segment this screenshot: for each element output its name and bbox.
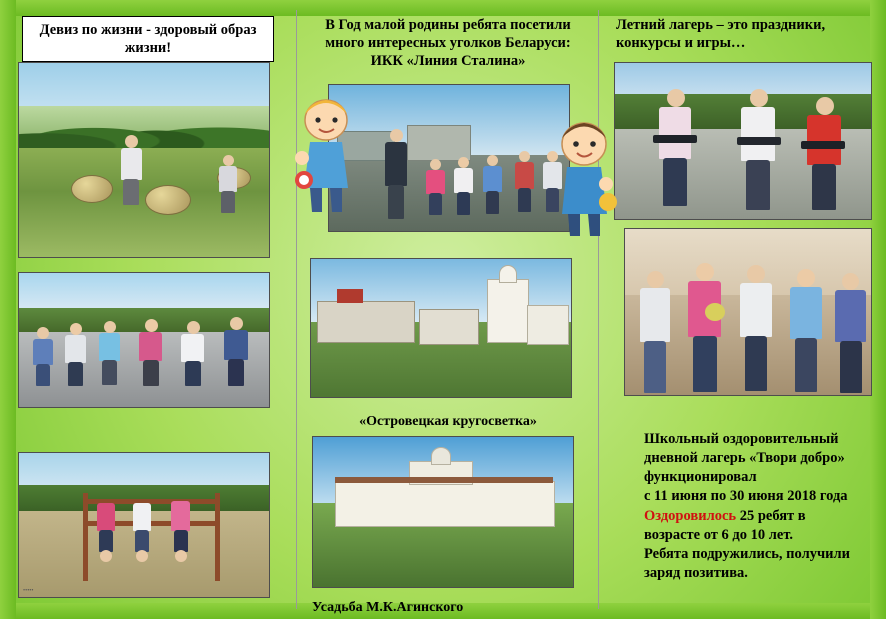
manor-dome xyxy=(431,447,451,465)
cartoon-boy-right-icon xyxy=(548,118,620,240)
child-hanging xyxy=(93,503,119,565)
child-with-bouquet xyxy=(683,263,727,395)
bar-post xyxy=(83,493,88,581)
text-line-7: Ребята подружились, получили xyxy=(644,545,850,562)
photo-laser-tag-game xyxy=(614,62,872,220)
child-with-laser-gun xyxy=(653,89,697,213)
child-with-laser-gun xyxy=(801,97,847,217)
middle-caption-manor: Усадьба М.К.Агинского xyxy=(312,600,464,615)
highlight-ozdorovilos: Оздоровилось xyxy=(644,507,737,524)
column-divider-2 xyxy=(598,10,599,609)
text-line-4: с 11 июня по 30 июня 2018 года xyxy=(644,488,848,505)
text-line-6: возрасте от 6 до 10 лет. xyxy=(644,526,793,543)
child-figure xyxy=(453,157,475,217)
child-figure xyxy=(481,155,505,217)
church-tower xyxy=(487,279,529,343)
child-figure xyxy=(513,151,537,215)
child-figure xyxy=(179,321,207,389)
right-column-text-block xyxy=(644,430,882,583)
child-figure xyxy=(137,319,165,389)
photo-kids-on-horizontal-bars xyxy=(18,452,270,598)
text-line-3: функционировал xyxy=(644,469,757,486)
house-roof xyxy=(337,289,363,303)
cartoon-boy-left-icon xyxy=(292,96,362,216)
text-line-1: Школьный оздоровительный xyxy=(644,431,839,447)
guide-in-uniform xyxy=(381,129,411,221)
child-figure xyxy=(735,265,777,395)
village-house xyxy=(317,301,415,343)
child-figure xyxy=(831,273,871,395)
photo-church-panorama xyxy=(310,258,572,398)
church-dome xyxy=(499,265,517,283)
child-hanging xyxy=(129,503,155,565)
child-figure xyxy=(635,271,675,395)
middle-caption-ostrovets: «Островецкая кругосветка» xyxy=(359,414,537,429)
photo-stalin-line-excursion xyxy=(328,84,570,232)
child-with-laser-gun xyxy=(735,89,781,217)
photo-kids-with-flowers xyxy=(624,228,872,396)
child-hanging xyxy=(167,501,195,567)
child-figure xyxy=(31,327,55,389)
running-child xyxy=(215,155,243,221)
village-house xyxy=(419,309,479,345)
photo-watermark: ••••• xyxy=(23,588,34,594)
child-figure xyxy=(425,159,447,217)
background-building xyxy=(407,125,471,161)
photo-kids-running-on-grass xyxy=(18,62,270,258)
running-child xyxy=(115,135,149,217)
hay-bale xyxy=(71,175,113,203)
manor-facade xyxy=(335,481,555,527)
photo-kids-playing-in-circle xyxy=(18,272,270,408)
child-figure xyxy=(785,269,827,395)
child-figure xyxy=(221,317,251,389)
left-column-heading: Девиз по жизни - здоровый образ жизни! xyxy=(22,16,274,62)
photo-oginski-manor xyxy=(312,436,574,588)
church-nave xyxy=(527,305,569,345)
hay-bale xyxy=(145,185,191,215)
manor-roofline xyxy=(335,477,553,483)
text-line-2: дневной лагерь «Твори добро» xyxy=(644,450,845,467)
text-line-5 xyxy=(644,507,882,526)
right-column-heading: Летний лагерь – это праздники, конкурсы и игры… xyxy=(616,17,826,52)
middle-column-heading: В Год малой родины ребята посетили много интересных уголков Беларуси: ИКК «Линия Сталина» xyxy=(325,17,571,70)
text-line-8: заряд позитива. xyxy=(644,564,748,581)
bar-post xyxy=(215,493,220,581)
text-line-5-rest: 25 ребят в xyxy=(736,507,806,524)
child-figure xyxy=(97,321,123,389)
child-figure xyxy=(63,323,89,389)
